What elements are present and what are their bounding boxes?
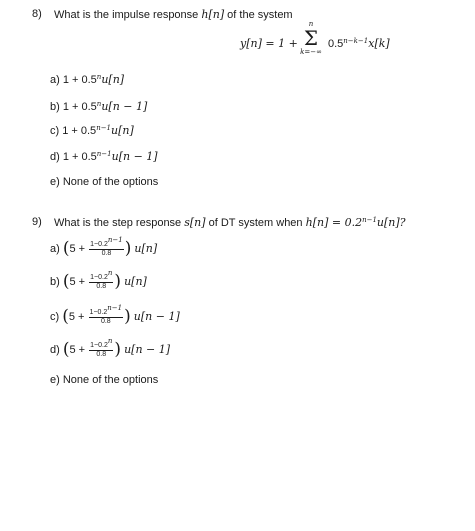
q8-sum-symbol: Σ (303, 26, 319, 50)
q9-option-c-num-base: 1−0.2 (89, 309, 108, 316)
q8-option-d-exp: n−1 (96, 150, 112, 158)
q8-question-suffix: of the system (224, 9, 293, 21)
q9-option-d-rparen: ) (114, 339, 122, 360)
q8-sum (300, 20, 322, 56)
q8-term-tail: x[k] (368, 37, 390, 50)
q8-option-c-label: c) (50, 125, 60, 137)
q8-option-a[interactable] (50, 73, 124, 86)
q9-question-mid: of DT system when (205, 217, 306, 229)
q8-option-e-label: e) (50, 176, 60, 188)
q9-option-c-rparen: ) (124, 306, 131, 327)
q9-question-tail: u[n]? (376, 216, 406, 229)
q9-option-c-den: 0.8 (100, 318, 111, 325)
q8-question-var: h[n] (201, 8, 225, 21)
q9-option-a-post: u[n] (134, 241, 158, 255)
q9-option-a-num-exp: n−1 (107, 236, 123, 244)
q9-option-b-num-base: 1−0.2 (90, 274, 108, 281)
q9-option-d-five: 5 + (69, 343, 86, 356)
q9-option-e-label: e) (50, 374, 60, 386)
q9-question (54, 216, 406, 229)
q8-option-a-post: u[n] (101, 73, 125, 86)
q8-sum-upper: n (308, 20, 314, 28)
q9-option-b-num-exp: n (107, 269, 113, 277)
q8-equation-term (328, 37, 390, 50)
q9-question-prefix: What is the step response (54, 217, 185, 229)
q8-option-b-pre: 1 + 0.5 (62, 101, 97, 113)
q9-question-exp: n−1 (362, 216, 377, 224)
q8-option-c-post: u[n] (111, 124, 134, 137)
q9-option-a-den: 0.8 (101, 250, 112, 257)
q8-option-e[interactable] (50, 176, 158, 188)
q9-option-c-num-exp: n−1 (107, 304, 123, 312)
q9-option-a-num-base: 1−0.2 (90, 241, 108, 248)
q9-option-a[interactable] (50, 236, 158, 259)
q9-option-a-five: 5 + (69, 242, 86, 255)
q9-option-e[interactable] (50, 374, 158, 386)
q9-option-b-fraction (89, 269, 113, 291)
q8-option-a-label: a) (50, 74, 60, 86)
q9-option-b-label: b) (50, 275, 60, 288)
q9-option-b-den: 0.8 (96, 283, 107, 290)
q8-option-b-label: b) (50, 101, 60, 113)
q9-option-d-label: d) (50, 343, 60, 356)
q8-option-b-exp: n (96, 100, 102, 108)
q9-option-a-lparen: ( (62, 238, 70, 259)
q9-option-d-lparen: ( (62, 339, 70, 360)
q8-option-d[interactable] (50, 150, 158, 163)
q9-question-var: s[n] (184, 216, 206, 229)
q8-option-c[interactable] (50, 124, 134, 137)
q9-option-d-num-base: 1−0.2 (90, 342, 108, 349)
q9-option-e-text: None of the options (62, 374, 159, 386)
q8-number: 8) (32, 8, 42, 20)
q8-term-base: 0.5 (328, 38, 344, 50)
q8-term-exp: n−k−1 (343, 37, 369, 45)
q9-question-eq: h[n] = 0.2 (305, 216, 363, 229)
q9-option-b-five: 5 + (69, 275, 86, 288)
q8-option-d-pre: 1 + 0.5 (62, 151, 97, 163)
q8-option-d-post: u[n − 1] (111, 150, 158, 163)
q9-option-c-lparen: ( (62, 306, 69, 327)
q9-option-a-rparen: ) (124, 238, 132, 259)
q8-option-a-exp: n (96, 73, 102, 81)
q9-option-c-fraction (89, 304, 124, 326)
q9-option-d[interactable] (50, 337, 171, 360)
q9-option-a-fraction (89, 236, 124, 258)
q8-option-d-label: d) (50, 151, 60, 163)
q8-equation-lhs (240, 37, 298, 50)
q8-option-c-pre: 1 + 0.5 (62, 125, 97, 137)
q8-option-e-text: None of the options (62, 176, 159, 188)
q9-option-c-five: 5 + (68, 310, 85, 323)
q9-option-b-lparen: ( (62, 271, 70, 292)
q9-option-b-post: u[n] (124, 274, 147, 288)
q9-option-c-post: u[n − 1] (133, 309, 180, 323)
q8-option-b[interactable] (50, 100, 147, 113)
q8-question (54, 8, 293, 21)
q8-sum-lower: k=−∞ (300, 48, 322, 56)
q9-number: 9) (32, 216, 42, 228)
q9-option-d-fraction (89, 337, 113, 359)
q8-question-prefix: What is the impulse response (54, 9, 202, 21)
q9-option-c-label: c) (50, 310, 60, 323)
q9-option-d-den: 0.8 (96, 351, 107, 358)
q8-option-a-pre: 1 + 0.5 (62, 74, 97, 86)
q9-option-a-label: a) (50, 242, 60, 255)
q8-option-c-exp: n−1 (96, 124, 112, 132)
q9-option-c[interactable] (50, 304, 180, 327)
q9-option-d-post: u[n − 1] (124, 342, 171, 356)
q9-option-d-num-exp: n (107, 337, 113, 345)
q8-option-b-post: u[n − 1] (101, 100, 148, 113)
q8-equation-lhs-text: y[n] = 1 + (240, 37, 298, 50)
q9-option-b-rparen: ) (114, 271, 122, 292)
q9-option-b[interactable] (50, 269, 147, 292)
